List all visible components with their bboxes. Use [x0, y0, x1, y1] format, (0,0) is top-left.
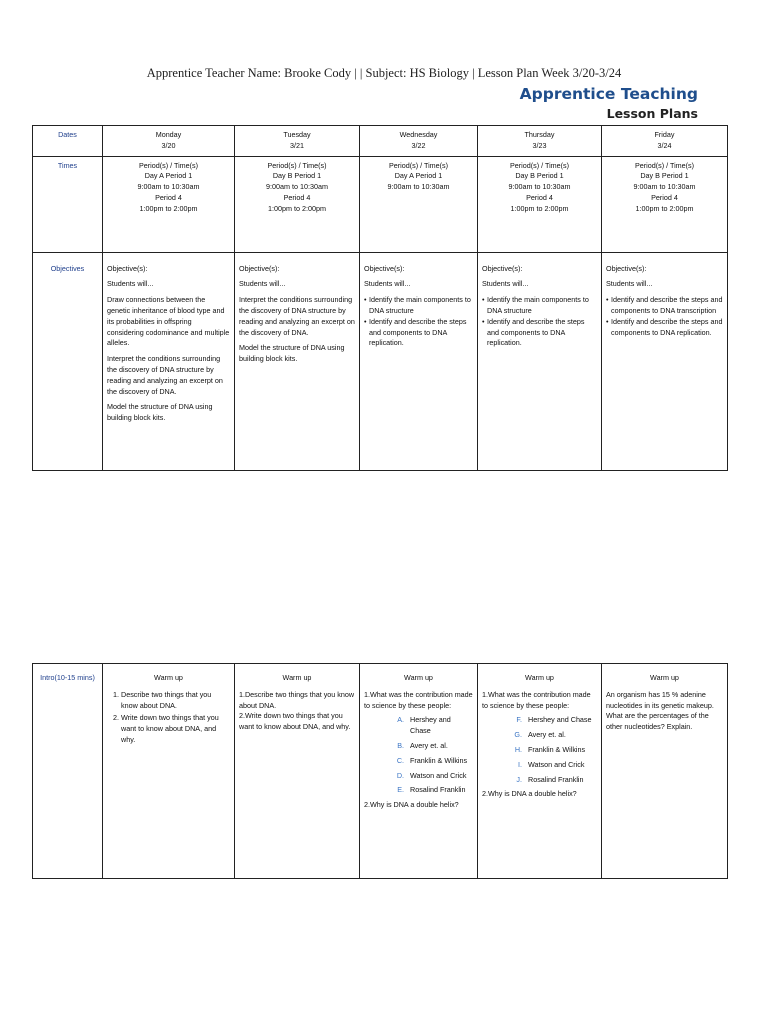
objectives-cell-thursday [478, 252, 602, 470]
list-letter: B. [397, 740, 404, 750]
time-line: Period(s) / Time(s) [267, 160, 327, 170]
day-date: 3/23 [532, 140, 547, 150]
bullet-icon: • [482, 295, 485, 305]
objective-item: Draw connections between the genetic inheritance of blood type and its probabilities in offspring considering codominance and multiple alleles. [107, 295, 230, 348]
students-will: Students will... [364, 279, 411, 289]
warmup-item: 2.Write down two things that you want to know about DNA, and why. [239, 711, 351, 732]
bullet-icon: • [364, 316, 367, 326]
day-date: 3/22 [411, 140, 426, 150]
objective-heading: Objective(s): [606, 263, 647, 273]
warmup-label: Warm up [650, 673, 679, 682]
date-cell-thursday [478, 126, 602, 157]
time-line: 1:00pm to 2:00pm [510, 203, 569, 213]
objective-bullet-item [482, 295, 597, 317]
day-name: Wednesday [399, 130, 438, 139]
scientist-name: Hershey and Chase [410, 715, 451, 736]
students-will: Students will... [239, 279, 286, 289]
brand-block [520, 84, 698, 124]
times-cell-wednesday [360, 156, 478, 252]
list-letter: G. [514, 730, 522, 740]
scientist-name: Franklin & Wilkins [528, 744, 586, 754]
scientist-item [482, 760, 597, 771]
double-helix-question: 2.Why is DNA a double helix? [364, 800, 459, 810]
objective-item: Model the structure of DNA using building block kits. [239, 343, 345, 364]
bullet-icon: • [606, 295, 609, 305]
intro-cell-wednesday [360, 664, 478, 879]
time-line: Day B Period 1 [640, 171, 689, 181]
list-letter: H. [514, 744, 522, 754]
objective-bullet-item [482, 317, 597, 349]
objectives-row [33, 252, 728, 470]
contribution-question: 1.What was the contribution made to science by these people: [364, 689, 473, 710]
times-cell-thursday [478, 156, 602, 252]
scientist-name: Watson and Crick [528, 759, 585, 769]
day-name: Thursday [524, 130, 555, 139]
day-date: 3/24 [657, 140, 672, 150]
objective-item: Identify the main components to DNA structure [487, 295, 589, 315]
warmup-label: Warm up [154, 673, 183, 682]
intro-row [33, 664, 728, 879]
intro-cell-friday [602, 664, 728, 879]
scientist-name: Avery et. al. [410, 740, 448, 750]
day-date: 3/20 [161, 140, 176, 150]
scientist-item [482, 745, 597, 756]
contribution-question: 1.What was the contribution made to science by these people: [482, 689, 591, 710]
time-line: Day A Period 1 [394, 171, 443, 181]
time-line: Period 4 [283, 192, 311, 202]
document-header: Apprentice Teacher Name: Brooke Cody | | Subject: HS Biology | Lesson Plan Week 3/20-3/24 [146, 66, 622, 80]
scientist-item [364, 771, 473, 782]
time-line: Day B Period 1 [515, 171, 564, 181]
scientist-list [482, 715, 597, 785]
objective-item: Identify the main components to DNA structure [369, 295, 471, 315]
objectives-cell-tuesday [235, 252, 360, 470]
times-cell-friday [602, 156, 728, 252]
nucleotide-question: An organism has 15 % adenine nucleotides in its genetic makeup. What are the percentages of the other nucleotides? Explain. [606, 689, 714, 732]
time-line: Period 4 [526, 192, 553, 202]
date-cell-friday [602, 126, 728, 157]
scientist-item [364, 785, 473, 796]
scientist-item [482, 730, 597, 741]
objective-item: Interpret the conditions surrounding the discovery of DNA structure by reading and analyzing an excerpt on the discovery of DNA. [107, 354, 223, 396]
scientist-name: Watson and Crick [410, 770, 467, 780]
list-letter: A. [397, 715, 404, 725]
time-line: 9:00am to 10:30am [508, 182, 571, 192]
list-letter: J. [516, 774, 522, 784]
scientist-item [482, 715, 597, 726]
list-letter: F. [516, 715, 522, 725]
scientist-name: Avery et. al. [528, 730, 566, 740]
objective-item: Identify and describe the steps and components to DNA replication. [369, 316, 467, 348]
list-letter: E. [397, 785, 404, 795]
time-line: Day B Period 1 [272, 171, 322, 181]
students-will: Students will... [107, 279, 154, 289]
warmup-item: 1.Describe two things that you know about DNA. [239, 689, 355, 710]
objective-heading: Objective(s): [107, 263, 148, 273]
intro-label: Intro(10-15 mins) [33, 664, 103, 879]
objective-bullet-item [606, 295, 723, 317]
date-cell-wednesday [360, 126, 478, 157]
date-cell-monday [103, 126, 235, 157]
time-line: Period(s) / Time(s) [634, 160, 695, 170]
time-line: Day A Period 1 [144, 171, 193, 181]
time-line: Period 4 [651, 192, 678, 202]
warmup-label: Warm up [404, 673, 433, 682]
day-name: Friday [654, 130, 675, 139]
scientist-item [364, 741, 473, 752]
intro-cell-monday [103, 664, 235, 879]
objective-item: Identify and describe the steps and components to DNA transcription [611, 295, 723, 315]
time-line: 9:00am to 10:30am [633, 182, 696, 192]
scientist-item [482, 775, 597, 786]
time-line: 1:00pm to 2:00pm [635, 203, 694, 213]
lesson-plan-table [32, 125, 728, 471]
time-line: 9:00am to 10:30am [387, 182, 450, 192]
students-will: Students will... [606, 279, 653, 289]
day-name: Tuesday [283, 130, 311, 139]
objectives-cell-friday [602, 252, 728, 470]
objective-item: Model the structure of DNA using building block kits. [107, 402, 213, 423]
scientist-item [364, 756, 473, 767]
day-name: Monday [155, 130, 182, 139]
brand-title: Apprentice Teaching [519, 85, 698, 103]
objectives-cell-wednesday [360, 252, 478, 470]
scientist-name: Franklin & Wilkins [410, 755, 468, 765]
time-line: Period(s) / Time(s) [509, 160, 570, 170]
list-letter: D. [396, 770, 404, 780]
date-cell-tuesday [235, 126, 360, 157]
intro-cell-tuesday [235, 664, 360, 879]
times-row [33, 156, 728, 252]
bullet-icon: • [606, 316, 609, 326]
objective-item: Identify and describe the steps and components to DNA replication. [487, 316, 585, 348]
objective-bullet-item [364, 317, 473, 349]
bullet-icon: • [482, 316, 485, 326]
day-date: 3/21 [290, 140, 304, 150]
dates-row [33, 126, 728, 157]
objective-bullet-item [606, 317, 723, 339]
scientist-name: Rosalind Franklin [528, 774, 584, 784]
warmup-label: Warm up [525, 673, 554, 682]
times-cell-tuesday [235, 156, 360, 252]
scientist-list [364, 715, 473, 796]
objectives-label: Objectives [33, 252, 103, 470]
time-line: 9:00am to 10:30am [266, 182, 328, 192]
time-line: Period(s) / Time(s) [388, 160, 449, 170]
scientist-item [364, 715, 473, 737]
list-letter: C. [396, 755, 404, 765]
scientist-name: Hershey and Chase [528, 715, 592, 725]
list-letter: I. [518, 759, 522, 769]
objective-heading: Objective(s): [482, 263, 523, 273]
warmup-label: Warm up [282, 673, 312, 682]
intro-table [32, 663, 728, 879]
objective-bullet-item [364, 295, 473, 317]
dates-label: Dates [33, 126, 103, 157]
double-helix-question: 2.Why is DNA a double helix? [482, 789, 577, 799]
time-line: 1:00pm to 2:00pm [139, 203, 198, 213]
time-line: 9:00am to 10:30am [137, 182, 200, 192]
objective-heading: Objective(s): [364, 263, 405, 273]
times-cell-monday [103, 156, 235, 252]
warmup-item: 2. Write down two things that you want to know about DNA, and why. [121, 713, 230, 745]
times-label: Times [33, 156, 103, 252]
intro-cell-thursday [478, 664, 602, 879]
time-line: 1:00pm to 2:00pm [268, 203, 326, 213]
bullet-icon: • [364, 295, 367, 305]
brand-subtitle: Lesson Plans [606, 106, 698, 121]
objective-item: Interpret the conditions surrounding the discovery of DNA structure by reading and analyzing an excerpt on the discovery of DNA. [239, 295, 355, 337]
students-will: Students will... [482, 279, 529, 289]
warmup-list [107, 690, 230, 746]
time-line: Period 4 [155, 192, 182, 202]
objective-item: Identify and describe the steps and components to DNA replication. [611, 316, 723, 337]
warmup-item: 1. Describe two things that you know about DNA. [121, 690, 230, 712]
scientist-name: Rosalind Franklin [410, 785, 466, 795]
objective-heading: Objective(s): [239, 263, 280, 273]
objectives-cell-monday [103, 252, 235, 470]
time-line: Period(s) / Time(s) [138, 160, 199, 170]
